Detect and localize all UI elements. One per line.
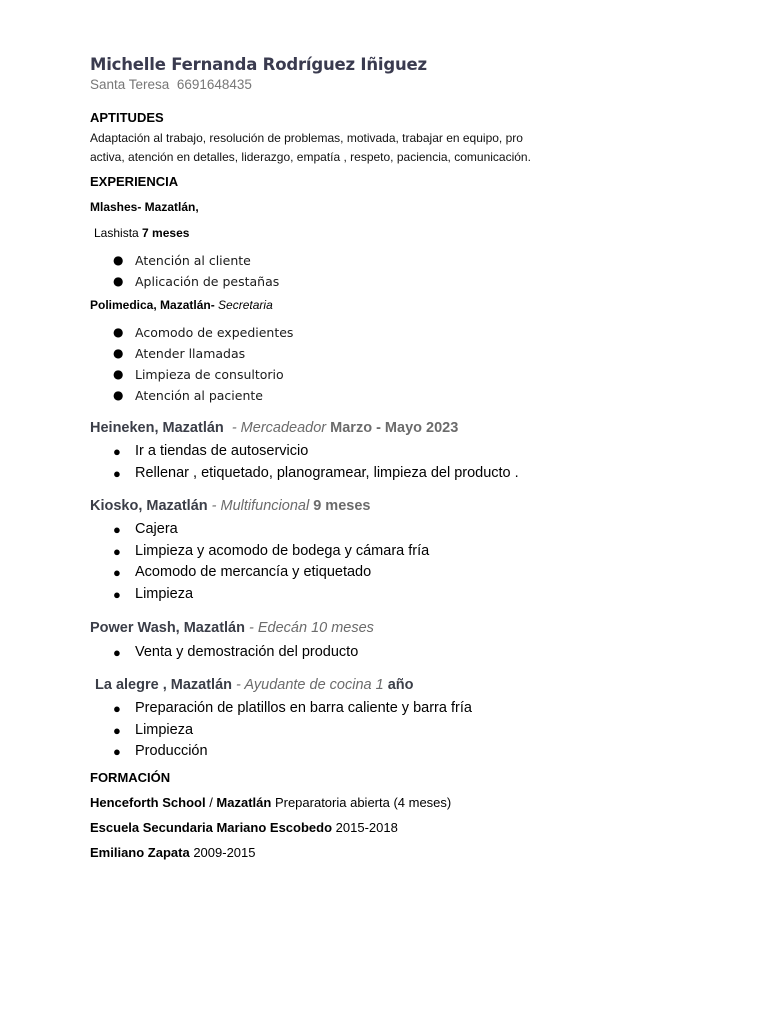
job-title-line	[90, 298, 273, 312]
bullet-icon: ●	[113, 274, 124, 288]
job-duration: año	[387, 677, 414, 693]
education-entry: Henceforth School / Mazatlán Preparatoria abierta (4 meses)	[90, 795, 452, 810]
aptitudes-line-2: activa, atención en detalles, liderazgo, empatía , respeto, paciencia, comunicación.	[90, 150, 531, 164]
list-item: ● Limpieza	[113, 585, 194, 602]
job-role: - Mercadeador	[227, 420, 327, 436]
list-item: ● Atender llamadas	[113, 346, 246, 361]
school-city: Mazatlán	[216, 795, 272, 810]
education-detail: Preparatoria abierta (4 meses)	[271, 795, 452, 810]
candidate-name: Michelle Fernanda Rodríguez Iñiguez	[90, 55, 427, 74]
aptitudes-line-1: Adaptación al trabajo, resolución de problemas, motivada, trabajar en equipo, pro	[90, 131, 523, 145]
job-company: Polimedica, Mazatlán-	[90, 298, 215, 312]
list-item: ● Limpieza	[113, 721, 194, 738]
bullet-icon: ●	[113, 388, 124, 402]
job-role: Secretaria	[218, 298, 273, 312]
contact-line	[90, 77, 252, 92]
job-title-line	[90, 498, 370, 514]
bullet-icon: ●	[113, 253, 124, 267]
job-company: Kiosko, Mazatlán	[90, 498, 208, 514]
job-title-line	[90, 420, 458, 436]
bullet-icon: ●	[113, 565, 121, 580]
job-company: Mlashes- Mazatlán,	[90, 200, 199, 214]
bullet-icon: ●	[113, 586, 121, 602]
list-item: ● Aplicación de pestañas	[113, 274, 280, 289]
job-role: - Edecán 10 meses	[249, 620, 374, 636]
bullet-icon: ●	[113, 543, 121, 559]
formacion-heading: FORMACIÓN	[90, 770, 171, 785]
education-entry	[90, 820, 398, 835]
job-role: - Multifuncional	[211, 498, 310, 514]
job-role: - Ayudante de cocina 1	[236, 677, 384, 693]
list-item: ● Ir a tiendas de autoservicio	[113, 443, 309, 459]
bullet-icon: ●	[113, 645, 121, 660]
job-bullets	[90, 643, 358, 665]
aptitudes-heading: APTITUDES	[90, 110, 164, 125]
job-duration: 7 meses	[142, 226, 190, 240]
location: Santa Teresa	[90, 77, 170, 92]
school-name: Emiliano Zapata	[90, 845, 190, 860]
bullet-icon: ●	[113, 465, 121, 481]
education-detail: 2009-2015	[189, 845, 256, 860]
job-bullets	[90, 252, 279, 294]
job-bullets	[90, 699, 472, 764]
list-item: ● Producción	[113, 743, 208, 759]
job-bullets	[90, 442, 519, 485]
bullet-icon: ●	[113, 701, 121, 716]
bullet-icon: ●	[113, 325, 124, 339]
job-company: La alegre , Mazatlán	[95, 677, 232, 693]
job-title-line	[95, 677, 414, 693]
list-item: ● Atención al paciente	[113, 388, 263, 403]
list-item: ● Atención al cliente	[113, 253, 251, 268]
job-bullets	[90, 520, 429, 606]
list-item: ● Acomodo de expedientes	[113, 325, 294, 340]
education-detail: 2015-2018	[332, 820, 398, 835]
phone: 6691648435	[176, 77, 252, 92]
list-item: ● Rellenar , etiquetado, planogramear, limpieza del producto .	[113, 464, 519, 481]
job-duration: Marzo - Mayo 2023	[330, 420, 459, 436]
bullet-icon: ●	[113, 744, 121, 759]
job-duration: 9 meses	[313, 498, 371, 514]
bullet-icon: ●	[113, 444, 121, 459]
list-item: ● Cajera	[113, 521, 178, 537]
bullet-icon: ●	[113, 346, 124, 360]
job-role-line	[94, 226, 189, 240]
job-title-line	[90, 620, 374, 636]
bullet-icon: ●	[113, 722, 121, 738]
job-company: Power Wash, Mazatlán	[90, 620, 245, 636]
job-bullets	[90, 324, 293, 408]
list-item: ● Acomodo de mercancía y etiquetado	[113, 564, 372, 580]
list-item: ● Limpieza de consultorio	[113, 367, 284, 382]
list-item: ● Limpieza y acomodo de bodega y cámara fría	[113, 542, 430, 559]
school-name: Escuela Secundaria Mariano Escobedo	[90, 820, 333, 835]
bullet-icon: ●	[113, 367, 124, 381]
list-item: ● Preparación de platillos en barra caliente y barra fría	[113, 700, 472, 716]
education-entry	[90, 845, 255, 860]
school-name: Henceforth School	[90, 795, 206, 810]
list-item: ● Venta y demostración del producto	[113, 644, 359, 660]
job-role: Lashista	[94, 226, 139, 240]
job-company: Heineken, Mazatlán	[90, 420, 224, 436]
bullet-icon: ●	[113, 522, 121, 537]
experiencia-heading: EXPERIENCIA	[90, 174, 179, 189]
